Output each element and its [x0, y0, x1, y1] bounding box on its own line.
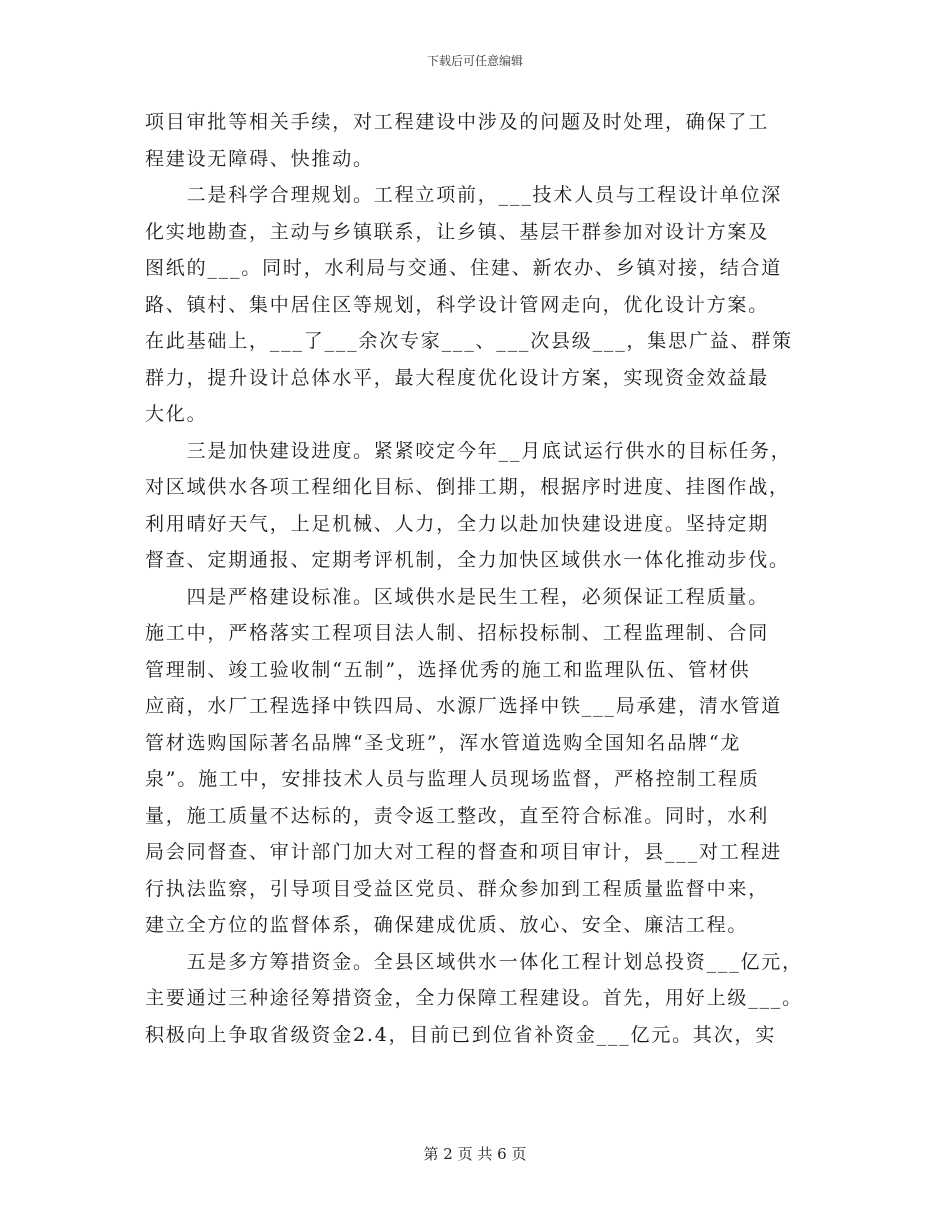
text-line: 行执法监察，引导项目受益区党员、群众参加到工程质量监督中来，: [145, 877, 770, 900]
text-line: 主要通过三种途径筹措资金，全力保障工程建设。首先，用好上级___。: [145, 987, 803, 1009]
text-line: 群力，提升设计总体水平，最大程度优化设计方案，实现资金效益最: [145, 366, 770, 389]
text-line: 大化。: [145, 403, 208, 425]
text-line: 泉”。施工中，安排技术人员与监理人员现场监督，严格控制工程质: [145, 768, 760, 790]
text-line: 积极向上争取省级资金2.4，目前已到位省补资金___亿元。其次，实: [145, 1023, 777, 1046]
text-line: 督查、定期通报、定期考评机制，全力加快区域供水一体化推动步伐。: [145, 549, 790, 571]
text-line: 项目审批等相关手续，对工程建设中涉及的问题及时处理，确保了工: [145, 111, 770, 133]
text-line: 对区域供水各项工程细化目标、倒排工期，根据序时进度、挂图作战，: [145, 476, 790, 498]
text-line: 局会同督查、审计部门加大对工程的督查和项目审计，县___对工程进: [145, 841, 783, 863]
text-line: 五是多方筹措资金。全县区域供水一体化工程计划总投资___亿元，: [145, 950, 803, 973]
text-line: 利用晴好天气，上足机械、人力，全力以赴加快建设进度。坚持定期: [145, 512, 770, 535]
text-line: 路、镇村、集中居住区等规划，科学设计管网走向，优化设计方案。: [145, 293, 770, 316]
text-line: 施工中，严格落实工程项目法人制、招标投标制、工程监理制、合同: [145, 622, 770, 644]
page-footer: 第 2 页 共 6 页: [423, 1145, 527, 1163]
page-header: 下载后可任意编辑: [426, 54, 523, 68]
text-line: 应商，水厂工程选择中铁四局、水源厂选择中铁___局承建，清水管道: [145, 695, 783, 717]
document-body: [145, 104, 810, 1053]
text-line: 二是科学合理规划。工程立项前，___技术人员与工程设计单位深: [145, 184, 783, 206]
text-line: 管材选购国际著名品牌“圣戈班”，浑水管道选购全国知名品牌“龙: [145, 731, 742, 754]
text-line: 程建设无障碍、快推动。: [145, 147, 374, 170]
text-line: 四是严格建设标准。区域供水是民生工程，必须保证工程质量。: [145, 585, 770, 608]
text-line: 量，施工质量不达标的，责令返工整改，直至符合标准。同时，水利: [145, 804, 770, 827]
text-line: 图纸的___。同时，水利局与交通、住建、新农办、乡镇对接，结合道: [145, 257, 783, 279]
text-line: 化实地勘查，主动与乡镇联系，让乡镇、基层干群参加对设计方案及: [145, 220, 770, 243]
text-line: 管理制、竣工验收制“五制”，选择优秀的施工和监理队伍、管材供: [145, 658, 751, 681]
text-line: 在此基础上，___了___余次专家___、___次县级___，集思广益、群策: [145, 330, 793, 352]
text-line: 三是加快建设进度。紧紧咬定今年__月底试运行供水的目标任务，: [145, 439, 792, 462]
text-line: 建立全方位的监督体系，确保建成优质、放心、安全、廉洁工程。: [145, 914, 749, 936]
